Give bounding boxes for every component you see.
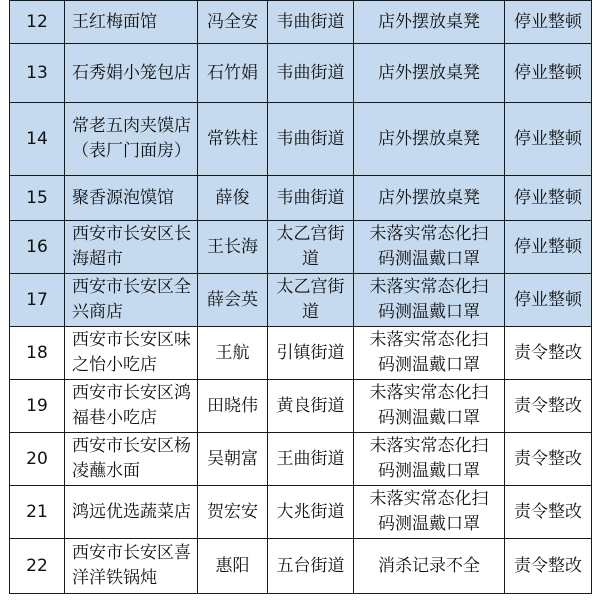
table-row bbox=[10, 221, 592, 274]
cell-number: 17 bbox=[10, 274, 65, 327]
cell-action: 责令整改 bbox=[505, 539, 592, 594]
cell-number: 13 bbox=[10, 44, 65, 103]
cell-responsible-person: 王航 bbox=[198, 327, 268, 380]
cell-street: 引镇街道 bbox=[268, 327, 354, 380]
cell-responsible-person: 薛俊 bbox=[198, 176, 268, 221]
cell-responsible-person: 贺宏安 bbox=[198, 486, 268, 539]
cell-action: 责令整改 bbox=[505, 486, 592, 539]
cell-action: 停业整顿 bbox=[505, 44, 592, 103]
cell-business-name: 西安市长安区长海超市 bbox=[65, 221, 198, 274]
cell-number: 18 bbox=[10, 327, 65, 380]
cell-responsible-person: 冯全安 bbox=[198, 1, 268, 44]
cell-action: 停业整顿 bbox=[505, 176, 592, 221]
table-row bbox=[10, 44, 592, 103]
cell-responsible-person: 惠阳 bbox=[198, 539, 268, 594]
cell-number: 20 bbox=[10, 433, 65, 486]
cell-responsible-person: 田晓伟 bbox=[198, 380, 268, 433]
cell-business-name: 西安市长安区全兴商店 bbox=[65, 274, 198, 327]
cell-responsible-person: 王长海 bbox=[198, 221, 268, 274]
cell-street: 韦曲街道 bbox=[268, 1, 354, 44]
cell-number: 16 bbox=[10, 221, 65, 274]
cell-responsible-person: 薛会英 bbox=[198, 274, 268, 327]
cell-business-name: 聚香源泡馍馆 bbox=[65, 176, 198, 221]
table-row bbox=[10, 1, 592, 44]
cell-number: 14 bbox=[10, 103, 65, 176]
table-row bbox=[10, 380, 592, 433]
violations-table bbox=[9, 0, 592, 594]
cell-action: 责令整改 bbox=[505, 433, 592, 486]
cell-responsible-person: 石竹娟 bbox=[198, 44, 268, 103]
cell-issue: 店外摆放桌凳 bbox=[354, 103, 505, 176]
cell-number: 22 bbox=[10, 539, 65, 594]
cell-street: 太乙宫街道 bbox=[268, 221, 354, 274]
cell-action: 停业整顿 bbox=[505, 1, 592, 44]
cell-street: 王曲街道 bbox=[268, 433, 354, 486]
cell-responsible-person: 常铁柱 bbox=[198, 103, 268, 176]
table-row bbox=[10, 539, 592, 594]
cell-street: 五台街道 bbox=[268, 539, 354, 594]
cell-action: 停业整顿 bbox=[505, 274, 592, 327]
cell-issue: 未落实常态化扫码测温戴口罩 bbox=[354, 327, 505, 380]
cell-business-name: 西安市长安区味之怡小吃店 bbox=[65, 327, 198, 380]
cell-business-name: 西安市长安区鸿福巷小吃店 bbox=[65, 380, 198, 433]
cell-street: 韦曲街道 bbox=[268, 44, 354, 103]
cell-number: 15 bbox=[10, 176, 65, 221]
table-row bbox=[10, 486, 592, 539]
cell-action: 停业整顿 bbox=[505, 103, 592, 176]
cell-issue: 消杀记录不全 bbox=[354, 539, 505, 594]
cell-action: 责令整改 bbox=[505, 380, 592, 433]
cell-business-name: 石秀娟小笼包店 bbox=[65, 44, 198, 103]
table-row bbox=[10, 433, 592, 486]
cell-business-name: 西安市长安区杨凌蘸水面 bbox=[65, 433, 198, 486]
cell-issue: 未落实常态化扫码测温戴口罩 bbox=[354, 274, 505, 327]
cell-responsible-person: 吴朝富 bbox=[198, 433, 268, 486]
cell-street: 太乙宫街道 bbox=[268, 274, 354, 327]
cell-action: 停业整顿 bbox=[505, 221, 592, 274]
cell-issue: 未落实常态化扫码测温戴口罩 bbox=[354, 221, 505, 274]
cell-street: 韦曲街道 bbox=[268, 103, 354, 176]
cell-number: 21 bbox=[10, 486, 65, 539]
cell-issue: 未落实常态化扫码测温戴口罩 bbox=[354, 433, 505, 486]
table-row bbox=[10, 274, 592, 327]
table-row bbox=[10, 176, 592, 221]
table-body bbox=[10, 1, 592, 594]
cell-business-name: 王红梅面馆 bbox=[65, 1, 198, 44]
cell-street: 黄良街道 bbox=[268, 380, 354, 433]
cell-issue: 店外摆放桌凳 bbox=[354, 44, 505, 103]
cell-number: 12 bbox=[10, 1, 65, 44]
cell-business-name: 鸿远优选蔬菜店 bbox=[65, 486, 198, 539]
cell-issue: 未落实常态化扫码测温戴口罩 bbox=[354, 380, 505, 433]
cell-business-name: 西安市长安区喜洋洋铁锅炖 bbox=[65, 539, 198, 594]
table-row bbox=[10, 103, 592, 176]
cell-issue: 未落实常态化扫码测温戴口罩 bbox=[354, 486, 505, 539]
cell-street: 大兆街道 bbox=[268, 486, 354, 539]
table-row bbox=[10, 327, 592, 380]
cell-street: 韦曲街道 bbox=[268, 176, 354, 221]
cell-issue: 店外摆放桌凳 bbox=[354, 1, 505, 44]
cell-action: 责令整改 bbox=[505, 327, 592, 380]
cell-number: 19 bbox=[10, 380, 65, 433]
cell-issue: 店外摆放桌凳 bbox=[354, 176, 505, 221]
cell-business-name: 常老五肉夹馍店（表厂门面房） bbox=[65, 103, 198, 176]
